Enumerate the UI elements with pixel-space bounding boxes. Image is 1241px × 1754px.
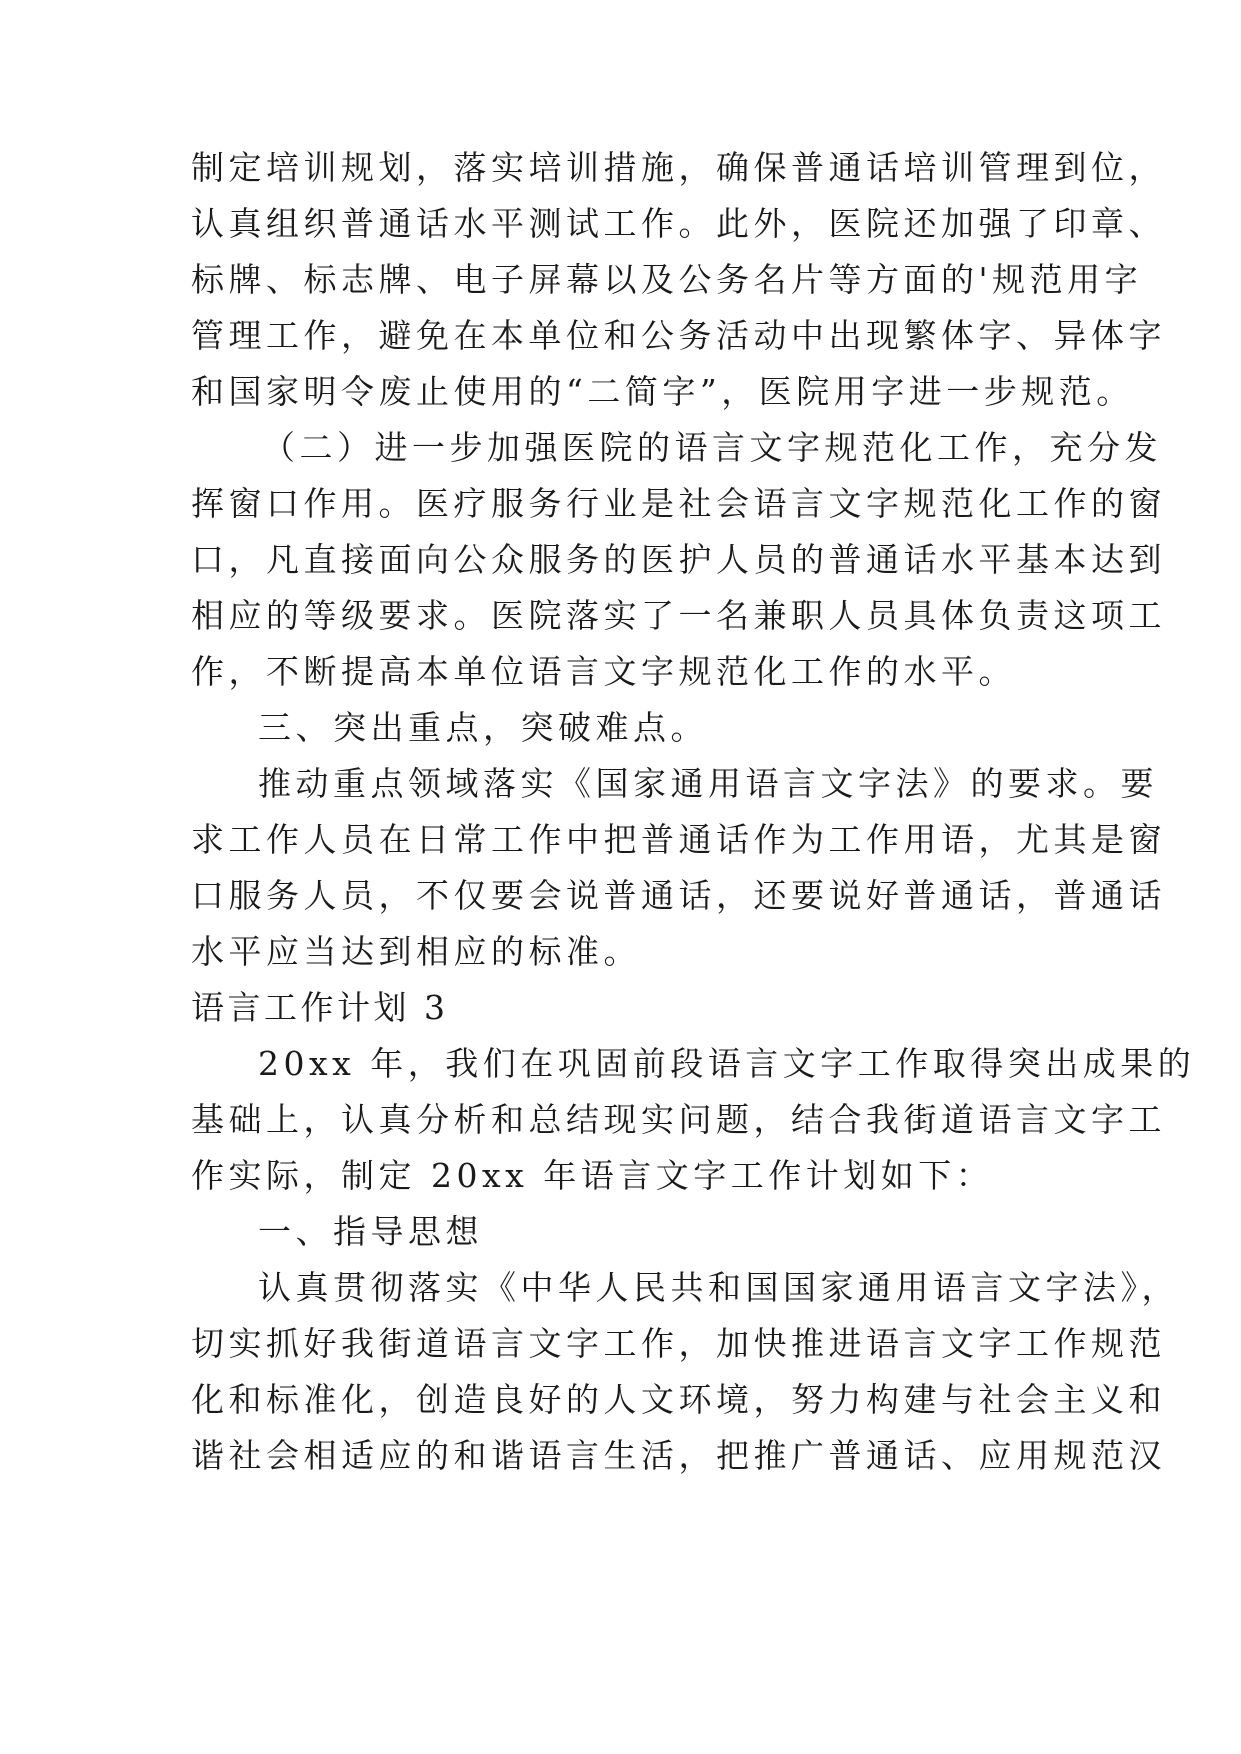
paragraph-line: 作，不断提高本单位语言文字规范化工作的水平。 [191,652,1016,691]
paragraph-line: 作实际，制定 20xx 年语言文字工作计划如下： [191,1156,994,1195]
paragraph-line: 20xx 年，我们在巩固前段语言文字工作取得突出成果的 [258,1044,1196,1083]
paragraph-line: 化和标准化，创造良好的人文环境，努力构建与社会主义和 [191,1380,1166,1419]
paragraph-line: 口，凡直接面向公众服务的医护人员的普通话水平基本达到 [191,540,1166,579]
paragraph-line: 推动重点领域落实《国家通用语言文字法》的要求。要 [258,764,1158,803]
paragraph-line: 口服务人员，不仅要会说普通话，还要说好普通话，普通话 [191,876,1166,915]
paragraph-line: 谐社会相适应的和谐语言生活，把推广普通话、应用规范汉 [191,1436,1166,1475]
paragraph-line: 和国家明令废止使用的“二简字”，医院用字进一步规范。 [191,372,1134,411]
paragraph-line: 基础上，认真分析和总结现实问题，结合我街道语言文字工 [191,1100,1166,1139]
paragraph-line: 制定培训规划，落实培训措施，确保普通话培训管理到位， [191,148,1166,187]
paragraph-line: 相应的等级要求。医院落实了一名兼职人员具体负责这项工 [191,596,1166,635]
document-title: 语言工作计划 3 [191,988,449,1027]
paragraph-line: 切实抓好我街道语言文字工作，加快推进语言文字工作规范 [191,1324,1166,1363]
paragraph-line: （二）进一步加强医院的语言文字规范化工作，充分发 [262,428,1162,467]
paragraph-line: 认真组织普通话水平测试工作。此外，医院还加强了印章、 [191,204,1166,243]
section-heading: 三、突出重点，突破难点。 [258,708,708,747]
section-heading: 一、指导思想 [258,1212,483,1251]
paragraph-line: 求工作人员在日常工作中把普通话作为工作用语，尤其是窗 [191,820,1166,859]
paragraph-line: 管理工作，避免在本单位和公务活动中出现繁体字、异体字 [191,316,1166,355]
paragraph-line: 水平应当达到相应的标准。 [191,932,641,971]
paragraph-line: 挥窗口作用。医疗服务行业是社会语言文字规范化工作的窗 [191,484,1166,523]
paragraph-line: 认真贯彻落实《中华人民共和国国家通用语言文字法》， [258,1268,1179,1307]
paragraph-line: 标牌、标志牌、电子屏幕以及公务名片等方面的'规范用字 [191,260,1143,299]
